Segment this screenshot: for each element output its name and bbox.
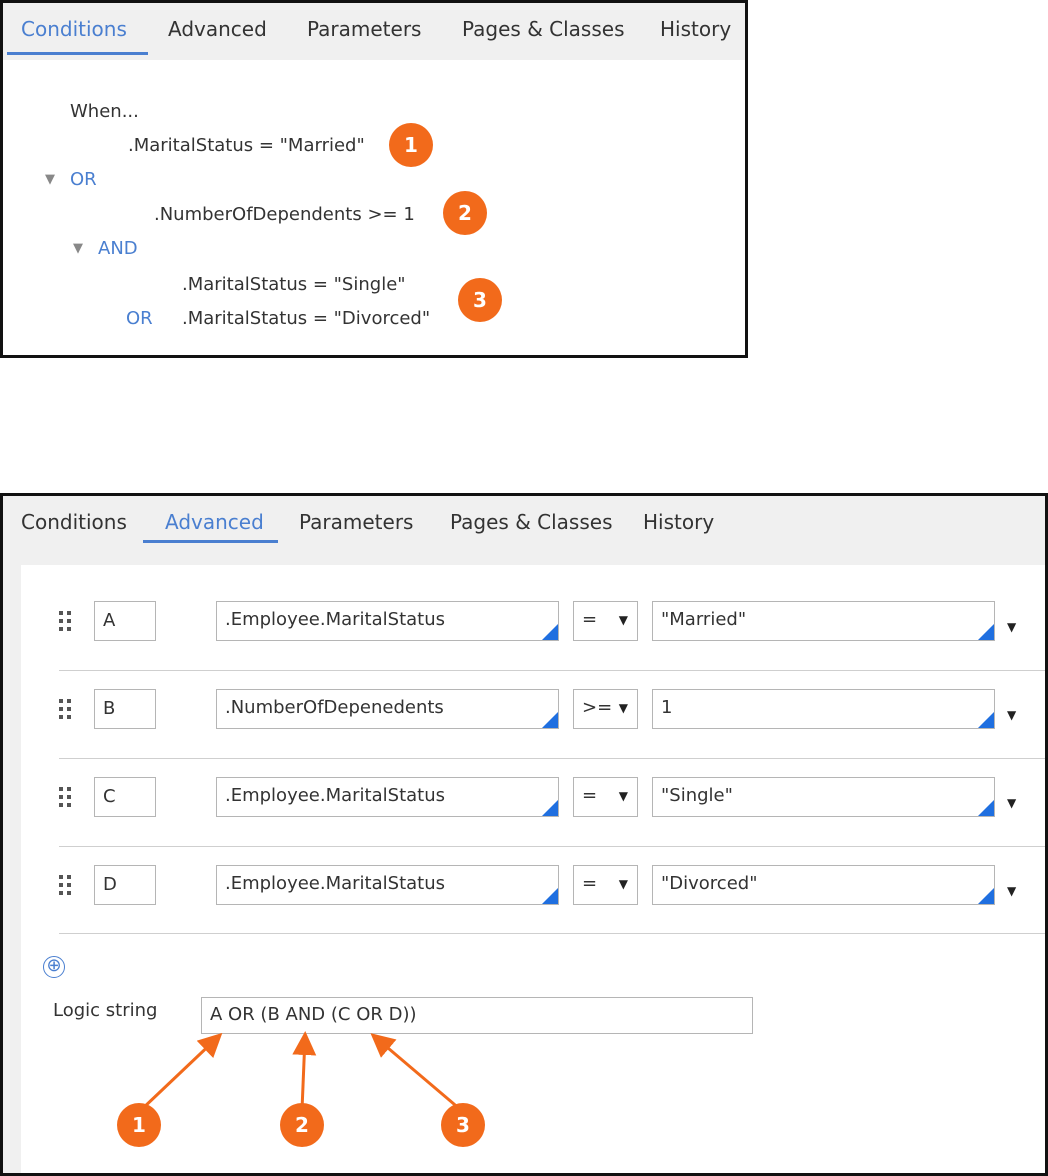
advanced-content (3, 548, 1045, 1173)
tab-conditions[interactable]: Conditions (21, 17, 127, 41)
tab-advanced[interactable]: Advanced (165, 510, 264, 534)
callout-badge-2: 2 (280, 1103, 324, 1147)
property-value: .NumberOfDepenedents (225, 697, 444, 718)
chevron-down-icon: ▼ (618, 701, 628, 715)
tab-pages-classes[interactable]: Pages & Classes (450, 510, 613, 534)
row-id-field[interactable]: D (94, 865, 156, 905)
advanced-panel (0, 493, 1048, 1176)
callout-arrows (21, 565, 1048, 1176)
condition-dependents: .NumberOfDependents >= 1 (154, 204, 415, 225)
active-tab-indicator (143, 540, 278, 543)
condition-rows (21, 565, 1045, 1173)
add-circle-icon[interactable]: ⊕ (43, 956, 65, 978)
expand-triangle-icon[interactable]: ▼ (73, 241, 83, 256)
chevron-down-icon[interactable]: ▼ (1007, 620, 1017, 634)
chevron-down-icon: ▼ (618, 877, 628, 891)
conditions-content (3, 75, 745, 355)
value-text: "Married" (661, 609, 747, 630)
property-value: .Employee.MaritalStatus (225, 873, 445, 894)
operator-value: = (582, 785, 598, 806)
chevron-down-icon[interactable]: ▼ (1007, 796, 1017, 810)
callout-arrow-1 (141, 1037, 218, 1110)
operator-value: = (582, 873, 598, 894)
and-group-label[interactable]: AND (98, 238, 138, 259)
condition-single: .MaritalStatus = "Single" (182, 274, 406, 295)
callout-badge-1: 1 (389, 123, 433, 167)
value-text: "Single" (661, 785, 733, 806)
chevron-down-icon: ▼ (618, 613, 628, 627)
chevron-down-icon[interactable]: ▼ (1007, 884, 1017, 898)
tab-history[interactable]: History (643, 510, 715, 534)
or-label-inner: OR (126, 308, 153, 329)
chevron-down-icon: ▼ (618, 789, 628, 803)
active-tab-indicator (7, 52, 148, 55)
row-id-field[interactable]: B (94, 689, 156, 729)
condition-divorced: .MaritalStatus = "Divorced" (182, 308, 431, 329)
callout-arrow-2 (302, 1037, 305, 1110)
callout-badge-1: 1 (117, 1103, 161, 1147)
condition-married: .MaritalStatus = "Married" (128, 135, 365, 156)
expand-triangle-icon[interactable]: ▼ (45, 172, 55, 187)
operator-value: >= (582, 697, 613, 718)
conditions-panel (0, 0, 748, 358)
tab-bar (3, 496, 1045, 553)
value-text: "Divorced" (661, 873, 758, 894)
tab-conditions[interactable]: Conditions (21, 510, 127, 534)
tab-bar (3, 3, 745, 60)
tab-history[interactable]: History (660, 17, 732, 41)
tab-pages-classes[interactable]: Pages & Classes (462, 17, 625, 41)
callout-badge-2: 2 (443, 191, 487, 235)
row-id-field[interactable]: C (94, 777, 156, 817)
tab-advanced[interactable]: Advanced (168, 17, 267, 41)
value-text: 1 (661, 697, 673, 718)
when-label: When... (70, 101, 139, 122)
property-value: .Employee.MaritalStatus (225, 609, 445, 630)
chevron-down-icon[interactable]: ▼ (1007, 708, 1017, 722)
tab-parameters[interactable]: Parameters (299, 510, 414, 534)
tab-parameters[interactable]: Parameters (307, 17, 422, 41)
callout-arrow-3 (375, 1037, 461, 1110)
callout-badge-3: 3 (458, 278, 502, 322)
logic-string-input[interactable]: A OR (B AND (C OR D)) (201, 997, 753, 1034)
logic-string-label: Logic string (53, 1000, 158, 1021)
operator-value: = (582, 609, 598, 630)
callout-badge-3: 3 (441, 1103, 485, 1147)
property-value: .Employee.MaritalStatus (225, 785, 445, 806)
row-id-field[interactable]: A (94, 601, 156, 641)
or-group-label[interactable]: OR (70, 169, 97, 190)
